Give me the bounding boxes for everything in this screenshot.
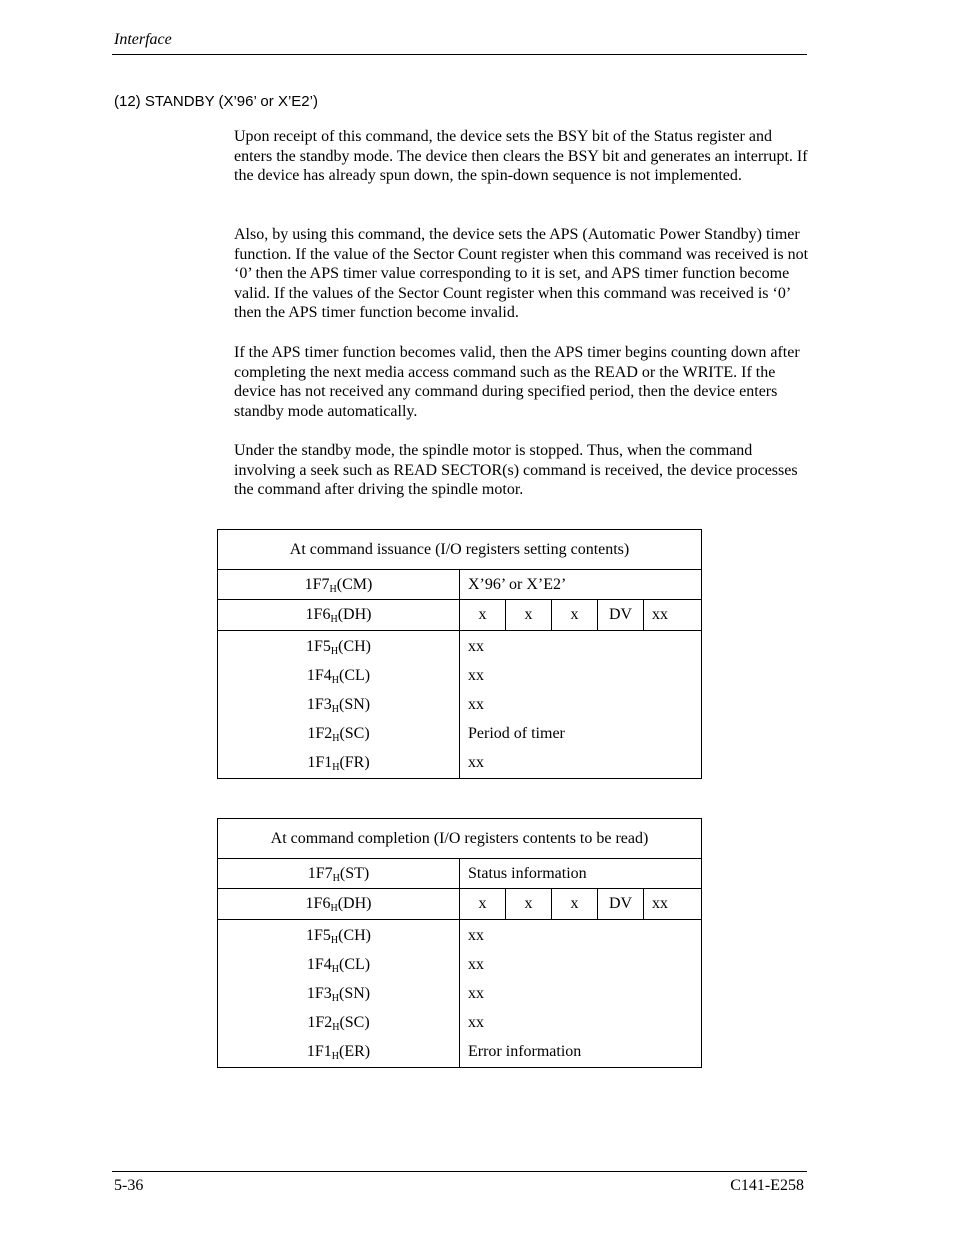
paragraph-3: If the APS timer function becomes valid, then the APS timer begins counting down after completing the next media access command such as the READ or the WRITE. If the device has not received any command during specified period, then the device enters standby mode automatically. — [234, 344, 800, 420]
register-label: $1F7_H(ST)$ — [218, 859, 460, 889]
register-label-group: $1F5_H(CH)$ $1F4_H(CL)$ $1F3_H(SN)$ $1F2_H(SC)$ $1F1_H(ER)$ — [218, 920, 460, 1068]
completion-register-table — [217, 818, 702, 1068]
bit-field: xx — [652, 606, 668, 623]
register-label: $1F6_H(DH)$ — [218, 600, 460, 631]
register-value-group: xx xx xx xx Error information — [460, 920, 702, 1068]
bit-field: x — [552, 889, 598, 919]
section-title: (12) STANDBY (X’96’ or X’E2’) — [114, 93, 318, 110]
bit-field: DV — [598, 600, 644, 630]
bit-field: x — [506, 600, 552, 630]
table-caption: At command completion (I/O registers contents to be read) — [218, 819, 702, 859]
page-number: 5-36 — [114, 1177, 144, 1194]
issuance-register-table — [217, 529, 702, 779]
table-caption: At command issuance (I/O registers setting contents) — [218, 530, 702, 570]
dh-bit-fields — [460, 889, 702, 920]
register-value-group: xx xx xx Period of timer xx — [460, 631, 702, 779]
dh-bit-fields — [460, 600, 702, 631]
register-label-group: $1F5_H(CH)$ $1F4_H(CL)$ $1F3_H(SN)$ $1F2_H(SC)$ $1F1_H(FR)$ — [218, 631, 460, 779]
bit-field: DV — [598, 889, 644, 919]
register-value: X’96’ or X’E2’ — [460, 570, 702, 600]
register-label: $1F7_H(CM)$ — [218, 570, 460, 600]
bit-field: x — [460, 889, 506, 919]
paragraph-1: Upon receipt of this command, the device sets the BSY bit of the Status register and enters the standby mode. The device then clears the BSY bit and generates an interrupt. If the device has already spun down, the spin-down sequence is not implemented. — [234, 128, 808, 185]
page-header-title: Interface — [114, 31, 172, 48]
document-id: C141-E258 — [730, 1177, 804, 1194]
bit-field: x — [460, 600, 506, 630]
bit-field: x — [552, 600, 598, 630]
register-value: Status information — [460, 859, 702, 889]
paragraph-2: Also, by using this command, the device sets the APS (Automatic Power Standby) timer function. If the value of the Sector Count register when this command was received is not ‘0’ then the APS timer value corresponding to it is set, and APS timer function become valid. If the values of the Sector Count register when this command was received is ‘0’ then the APS timer function become invalid. — [234, 226, 809, 322]
bit-field: x — [506, 889, 552, 919]
register-label: $1F6_H(DH)$ — [218, 889, 460, 920]
footer-rule — [112, 1171, 807, 1172]
paragraph-4: Under the standby mode, the spindle motor is stopped. Thus, when the command involving a seek such as READ SECTOR(s) command is received, the device processes the command after driving the spindle motor. — [234, 442, 798, 499]
header-rule — [112, 54, 807, 55]
bit-field: xx — [652, 895, 668, 912]
